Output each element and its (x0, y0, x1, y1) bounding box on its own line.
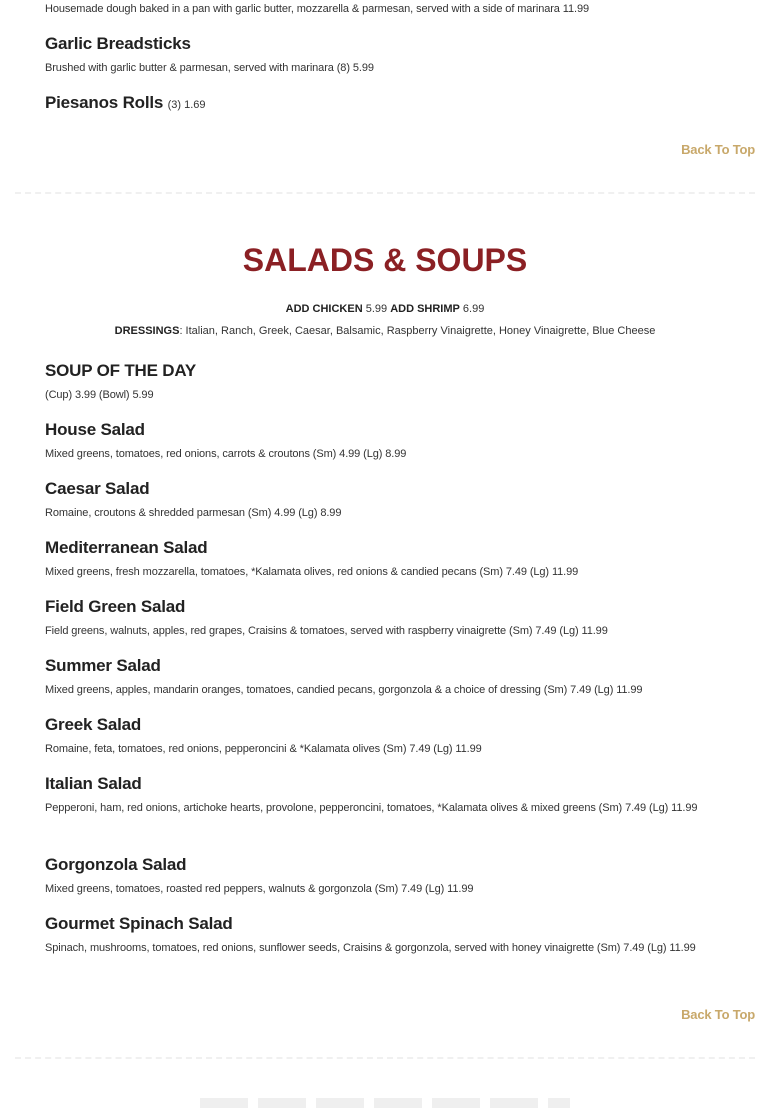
menu-item-garlic-breadsticks (45, 34, 725, 79)
next-section-title-cutoff (200, 1098, 570, 1108)
menu-item-name: Italian Salad (45, 774, 142, 793)
menu-item-name: Greek Salad (45, 715, 142, 734)
menu-item-description: Romaine, feta, tomatoes, red onions, pepperoncini & *Kalamata olives (Sm) 7.49 (Lg) 11.99 (45, 743, 482, 755)
menu-item-greek-salad (45, 715, 725, 760)
menu-item-piesanos-rolls (45, 93, 725, 113)
menu-item-name: Summer Salad (45, 656, 161, 675)
menu-item-description: Mixed greens, tomatoes, roasted red peppers, walnuts & gorgonzola (Sm) 7.49 (Lg) 11.99 (45, 883, 474, 895)
menu-item-description: Mixed greens, fresh mozzarella, tomatoes, *Kalamata olives, red onions & candied pecans (Sm) 7.49 (Lg) 11.99 (45, 566, 579, 578)
dressings-list: : Italian, Ranch, Greek, Caesar, Balsamic, Raspberry Vinaigrette, Honey Vinaigrette, Blue Cheese (179, 325, 656, 337)
menu-item-name: Gorgonzola Salad (45, 855, 187, 874)
back-to-top-link[interactable]: Back To Top (681, 1007, 755, 1022)
menu-item-field-green-salad (45, 597, 725, 642)
menu-item-description: (Cup) 3.99 (Bowl) 5.99 (45, 389, 154, 401)
menu-item-price: (3) 1.69 (167, 99, 206, 111)
menu-item-soup-of-the-day (45, 361, 725, 406)
menu-item-description: Mixed greens, tomatoes, red onions, carrots & croutons (Sm) 4.99 (Lg) 8.99 (45, 448, 407, 460)
add-shrimp-price: 6.99 (462, 303, 485, 315)
menu-item-description: Romaine, croutons & shredded parmesan (Sm) 4.99 (Lg) 8.99 (45, 507, 342, 519)
menu-item-description: Field greens, walnuts, apples, red grapes, Craisins & tomatoes, served with raspberry vinaigrette (Sm) 7.49 (Lg) 11.99 (45, 625, 608, 637)
menu-item-name: Caesar Salad (45, 479, 150, 498)
menu-item-mediterranean-salad (45, 538, 725, 583)
menu-item-gourmet-spinach-salad (45, 914, 725, 959)
menu-item-name: Piesanos Rolls (45, 93, 164, 112)
menu-item-name: House Salad (45, 420, 145, 439)
menu-item-name: Gourmet Spinach Salad (45, 914, 233, 933)
menu-item-name: Field Green Salad (45, 597, 186, 616)
menu-item-description: Pepperoni, ham, red onions, artichoke hearts, provolone, pepperoncini, tomatoes, *Kalamata olives & mixed greens (Sm) 7.49 (Lg) 11.99 (45, 802, 698, 814)
menu-item-description: Mixed greens, apples, mandarin oranges, tomatoes, candied pecans, gorgonzola & a choice of dressing (Sm) 7.49 (Lg) 11.99 (45, 684, 643, 696)
add-chicken-price: 5.99 (365, 303, 388, 315)
menu-item-description: Spinach, mushrooms, tomatoes, red onions, sunflower seeds, Craisins & gorgonzola, served with honey vinaigrette (Sm) 7.49 (Lg) 11.99 (45, 942, 696, 954)
menu-item-name: SOUP OF THE DAY (45, 361, 196, 380)
add-shrimp-label: ADD SHRIMP (390, 303, 460, 315)
menu-item-name: Garlic Breadsticks (45, 34, 191, 53)
menu-item-summer-salad (45, 656, 725, 701)
menu-item-description: Brushed with garlic butter & parmesan, served with marinara (8) 5.99 (45, 62, 374, 74)
menu-item-italian-salad (45, 774, 725, 819)
dressings-line (0, 320, 770, 342)
add-protein-line (0, 298, 770, 320)
menu-item-house-salad (45, 420, 725, 465)
add-chicken-label: ADD CHICKEN (285, 303, 363, 315)
menu-item-caesar-salad (45, 479, 725, 524)
section-divider (15, 192, 755, 194)
menu-item-description: Housemade dough baked in a pan with garlic butter, mozzarella & parmesan, served with a side of marinara 11.99 (45, 3, 589, 15)
back-to-top-link[interactable]: Back To Top (681, 142, 755, 157)
dressings-label: DRESSINGS (114, 325, 180, 337)
menu-item (45, 0, 725, 20)
section-title: SALADS & SOUPS (242, 242, 528, 278)
menu-item-gorgonzola-salad (45, 855, 725, 900)
menu-item-name: Mediterranean Salad (45, 538, 208, 557)
section-divider (15, 1057, 755, 1059)
